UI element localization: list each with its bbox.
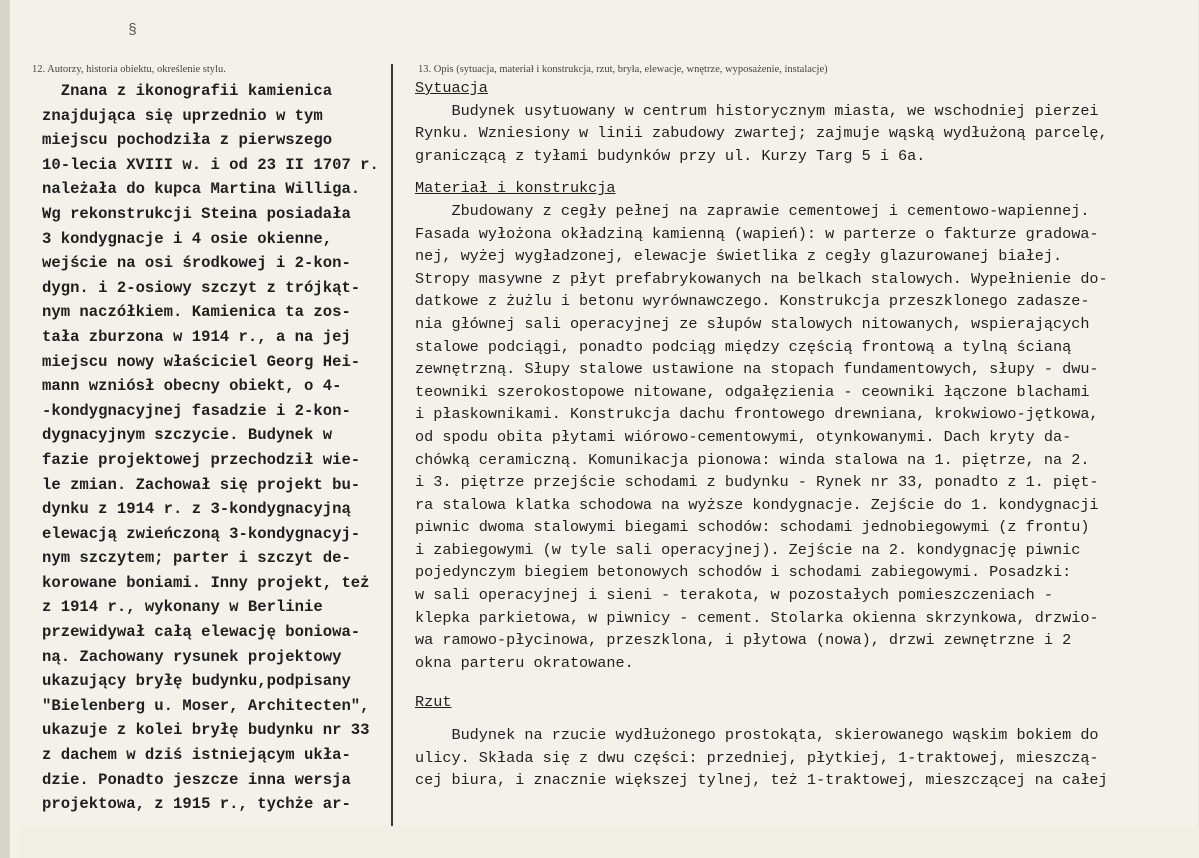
column-divider: [391, 64, 393, 826]
history-line: z 1914 r., wykonany w Berlinie: [42, 598, 323, 617]
section-line: cej biura, i znacznie większej tylnej, też 1-traktowej, mieszczącej na całej: [415, 771, 1108, 790]
section-heading: Rzut: [415, 693, 452, 712]
history-line: przewidywał całą elewację boniowa-: [42, 623, 361, 642]
history-line: korowane boniami. Inny projekt, też: [42, 573, 370, 592]
history-line: -kondygnacyjnej fasadzie i 2-kon-: [42, 401, 351, 420]
history-line: mann wzniósł obecny obiekt, o 4-: [42, 377, 342, 396]
history-line: elewacją zwieńczoną 3-kondygnacyj-: [42, 524, 361, 543]
history-line: tała zburzona w 1914 r., a na jej: [42, 327, 351, 346]
section-line: okna parteru okratowane.: [415, 653, 634, 672]
history-line: dynku z 1914 r. z 3-kondygnacyjną: [42, 500, 351, 519]
section-line: Stropy masywne z płyt prefabrykowanych na belkach stalowych. Wypełnienie do-: [415, 269, 1108, 288]
section-heading: Materiał i konstrukcja: [415, 179, 616, 198]
section-line: datkowe z żużlu i betonu wyrównawczego. Konstrukcja przeszklonego zadasze-: [415, 292, 1090, 311]
paper-edge: [0, 0, 10, 858]
description-column: [415, 77, 1185, 792]
history-line: znajdująca się uprzednio w tym: [42, 106, 323, 125]
history-line: fazie projektowej przechodził wie-: [42, 450, 361, 469]
section-line: Fasada wyłożona okładziną kamienną (wapień): w parterze o fakturze gradowa-: [415, 224, 1099, 243]
right-column-header: 13. Opis (sytuacja, materiał i konstrukcja, rzut, bryła, elewacje, wnętrze, wyposażenie, instalacje): [418, 64, 828, 75]
history-line: ukazujący bryłę budynku,podpisany: [42, 672, 351, 691]
history-line: 10-lecia XVIII w. i od 23 II 1707 r.: [42, 155, 379, 174]
history-line: nym szczytem; parter i szczyt de-: [42, 549, 351, 568]
history-line: miejscu nowy właściciel Georg Hei-: [42, 352, 361, 371]
section-line: klepka parkietowa, w piwnicy - cement. Stolarka okienna skrzynkowa, drzwio-: [415, 608, 1099, 627]
page-mark: §: [128, 22, 138, 39]
history-column: [42, 79, 390, 817]
history-line: ną. Zachowany rysunek projektowy: [42, 647, 342, 666]
section-line: w sali operacyjnej i sieni - terakota, w pozostałych pomieszczeniach -: [415, 586, 1053, 605]
section-line: wa ramowo-płycinowa, przeszklona, i płytowa (nowa), drzwi zewnętrzne i 2: [415, 631, 1072, 650]
history-line: Znana z ikonografii kamienica: [42, 82, 333, 100]
history-line: należała do kupca Martina Williga.: [42, 180, 361, 199]
section-line: pojedynczym biegiem betonowych schodów i schodami zabiegowymi. Posadzki:: [415, 563, 1072, 582]
history-line: dygnacyjnym szczycie. Budynek w: [42, 426, 333, 445]
history-line: dzie. Ponadto jeszcze inna wersja: [42, 770, 351, 789]
section-line: piwnic dwoma stalowymi biegami schodów: schodami jednobiegowymi (z frontu): [415, 518, 1090, 537]
section-line: Zbudowany z cegły pełnej na zaprawie cementowej i cementowo-wapiennej.: [415, 201, 1090, 220]
history-line: "Bielenberg u. Moser, Architecten",: [42, 696, 370, 715]
section-line: zewnętrzną. Słupy stalowe ustawione na stopach fundamentowych, słupy - dwu-: [415, 360, 1099, 379]
section-gap: [415, 167, 1185, 177]
section-line: Rynku. Wzniesiony w linii zabudowy zwartej; zajmuje wąską wydłużoną parcelę,: [415, 124, 1108, 143]
history-line: dygn. i 2-osiowy szczyt z trójkąt-: [42, 278, 361, 297]
section-line: Budynek na rzucie wydłużonego prostokąta, skierowanego wąskim bokiem do: [415, 726, 1099, 745]
history-line: 3 kondygnacje i 4 osie okienne,: [42, 229, 333, 248]
document-page: [10, 0, 1198, 858]
section-line: i zabiegowymi (w tyle sali operacyjnej). Zejście na 2. kondygnację piwnic: [415, 540, 1081, 559]
history-line: miejscu pochodziła z pierwszego: [42, 131, 333, 150]
section-line: i płaskownikami. Konstrukcja dachu frontowego drewniana, krokwiowo-jętkowa,: [415, 405, 1099, 424]
section-gap: [415, 674, 1185, 691]
section-heading: Sytuacja: [415, 79, 488, 97]
section-line: ra stalowa klatka schodowa na wyższe kondygnacje. Zejście do 1. kondygnacji: [415, 495, 1099, 514]
section-line: Budynek usytuowany w centrum historycznym miasta, we wschodniej pierzei: [415, 101, 1099, 120]
section-line: stalowe podciągi, ponadto podciąg między częścią frontową a tylną ścianą: [415, 337, 1072, 356]
section-gap: [415, 714, 1185, 724]
section-line: i 3. piętrze przejście schodami z budynku - Rynek nr 33, ponadto z 1. pięt-: [415, 473, 1099, 492]
history-line: z dachem w dziś istniejącym ukła-: [42, 746, 351, 765]
history-line: Wg rekonstrukcji Steina posiadała: [42, 204, 351, 223]
history-line: le zmian. Zachował się projekt bu-: [42, 475, 361, 494]
section-line: teowniki szerokostopowe nitowane, odgałęzienia - ceowniki łączone blachami: [415, 382, 1090, 401]
left-column-header: 12. Autorzy, historia obiektu, określenie stylu.: [32, 64, 226, 75]
section-line: od spodu obita płytami wiórowo-cementowymi, otynkowanymi. Dach kryty da-: [415, 427, 1072, 446]
history-line: wejście na osi środkowej i 2-kon-: [42, 254, 351, 273]
section-line: chówką ceramiczną. Komunikacja pionowa: winda stalowa na 1. piętrze, na 2.: [415, 450, 1090, 469]
section-line: graniczącą z tyłami budynków przy ul. Kurzy Targ 5 i 6a.: [415, 146, 926, 165]
section-line: nej, wyżej wygładzonej, elewacje świetlika z cegły glazurowanej białej.: [415, 247, 1063, 266]
section-line: nia głównej sali operacyjnej ze słupów stalowych nitowanych, wspierających: [415, 314, 1090, 333]
history-line: ukazuje z kolei bryłę budynku nr 33: [42, 721, 370, 740]
history-line: projektowa, z 1915 r., tychże ar-: [42, 795, 351, 814]
section-line: ulicy. Składa się z dwu części: przedniej, płytkiej, 1-traktowej, mieszczą-: [415, 748, 1099, 767]
history-line: nym naczółkiem. Kamienica ta zos-: [42, 303, 351, 322]
page-bottom: [20, 826, 1199, 858]
